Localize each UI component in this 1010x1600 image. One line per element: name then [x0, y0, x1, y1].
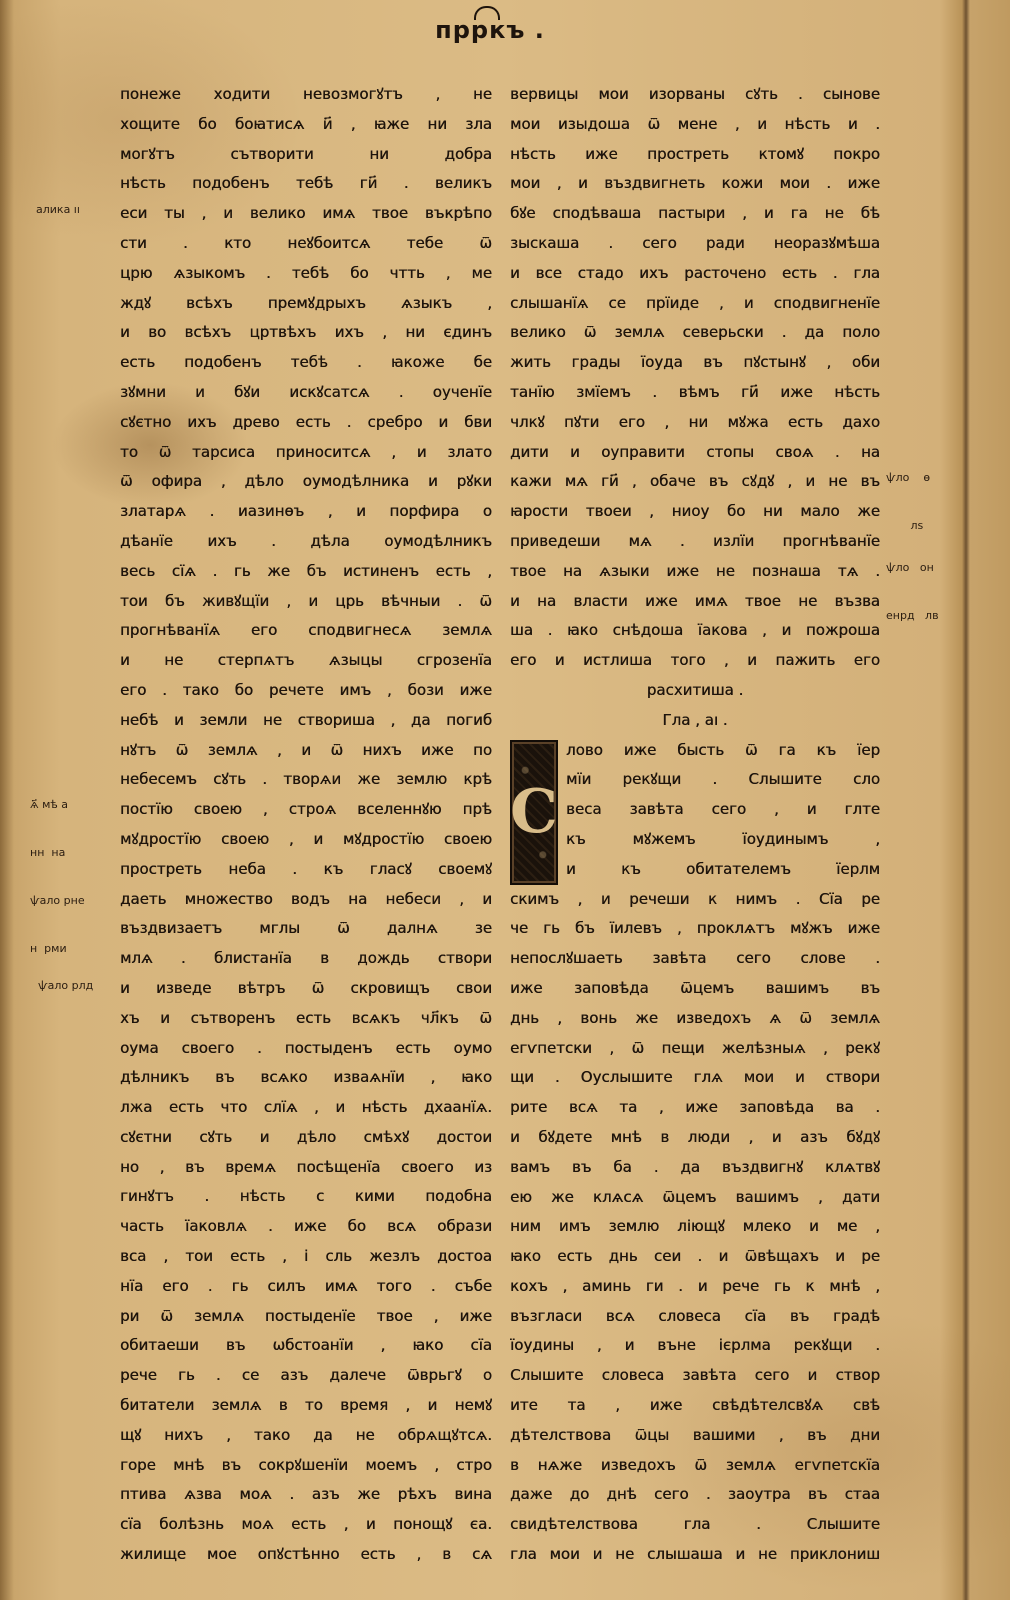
- right-column-text-bottom: [510, 885, 880, 1570]
- text-line: златарѧ . иазинѳъ , и порфира о: [120, 502, 492, 521]
- text-line: свидѣтелствова гла . Слышите: [510, 1515, 880, 1534]
- text-line: рече гь . се азъ далече ѿврьгꙋ о: [120, 1366, 492, 1385]
- margin-note-line: ѱало рлд: [38, 979, 94, 992]
- margin-note-line: енрд лв: [886, 609, 939, 622]
- text-line: нꙋтъ ѿ землѧ , и ѿ нихъ иже по: [120, 740, 492, 759]
- text-line: обитаеши въ ѡбстоанїи , ꙗко сїа: [120, 1336, 492, 1355]
- text-line: и все стадо ихъ расточено есть . гла: [510, 263, 880, 282]
- text-line: и на власти иже имѧ твое не възва: [510, 591, 880, 610]
- right-column-text-top: [510, 80, 880, 676]
- text-line: мои , и въздвигнеть кожи мои . иже: [510, 174, 880, 193]
- text-line: ѿ офира , дѣло оумодѣлника и рꙋки: [120, 472, 492, 491]
- margin-note-line: ѱло он: [886, 561, 934, 574]
- text-line: танїю змїемъ . вѣмъ ги҃ иже нѣсть: [510, 382, 880, 401]
- margin-note-line: алика ıı: [36, 203, 80, 216]
- text-line: простреть неба . къ гласꙋ своемꙋ: [120, 859, 492, 878]
- text-line: нѣсть иже простреть ктомꙋ покро: [510, 144, 880, 163]
- text-line: и во всѣхъ цртвѣхъ ихъ , ни єдинъ: [120, 323, 492, 342]
- text-line: понеже ходити невозмогꙋтъ , не: [120, 85, 492, 103]
- text-line: приведеши мѧ . излїи прогнѣванїе: [510, 531, 880, 550]
- text-line: сти . кто неꙋбоитсѧ тебе ѿ: [120, 233, 492, 252]
- margin-note-line: нн на: [30, 846, 66, 859]
- text-line: непослꙋшаеть завѣта сего слове .: [510, 949, 880, 968]
- text-line: и бꙋдете мнѣ в люди , и азъ бꙋдꙋ: [510, 1127, 880, 1146]
- text-line: ша . ꙗко снѣдоша їакова , и пожроша: [510, 621, 880, 640]
- text-line: даже до днѣ сего . заоутра въ стаа: [510, 1485, 880, 1504]
- text-line: мꙋдростїю своею , и мꙋдростїю своею: [120, 829, 492, 848]
- text-line: могꙋтъ сътворити ни добра: [120, 144, 492, 163]
- text-line: сꙋєтни сꙋть и дѣло смѣхꙋ достои: [120, 1127, 492, 1146]
- text-line: хъ и сътворенъ есть всѧкъ чл҃къ ѿ: [120, 1008, 492, 1027]
- margin-note-left: [38, 946, 93, 1026]
- text-line: нѣсть подобенъ тебѣ ги҃ . великъ: [120, 174, 492, 193]
- text-line: есть подобенъ тебѣ . ꙗкоже бе: [120, 353, 492, 372]
- text-line: въздвизаетъ мглы ѿ далнѧ зе: [120, 919, 492, 938]
- text-line: їоудины , и въне ієрлма рекꙋщи .: [510, 1336, 880, 1355]
- text-line: его . тако бо речете имъ , бози иже: [120, 680, 492, 699]
- text-line: иже заповѣда ѿцемъ вашимъ въ: [510, 978, 880, 997]
- drop-cap-lines: [566, 736, 880, 885]
- text-line: постїю своею , строѧ вселеннꙋю прѣ: [120, 800, 492, 819]
- text-line: че гь бъ їилевъ , проклѧтъ мꙋжъ иже: [510, 919, 880, 938]
- text-line: ꙗрости твоеи , ниоу бо ни мало же: [510, 502, 880, 521]
- text-line: възгласи всѧ словеса сїа въ градѣ: [510, 1306, 880, 1325]
- text-line: скимъ , и речеши к нимъ . Сїа ре: [510, 889, 880, 908]
- text-line: днь , вонь же изведохъ ѧ ѿ землѧ: [510, 1008, 880, 1027]
- text-line: жить грады їоуда въ пꙋстынꙋ , оби: [510, 353, 880, 372]
- text-line: жилище мое опꙋстѣнно есть , в сѧ: [120, 1545, 492, 1564]
- text-line: его и истлиша того , и пажить его: [510, 651, 880, 670]
- text-line: и изведе вѣтръ ѿ скровищъ свои: [120, 978, 492, 997]
- text-line: дѣтелствова ѿцы вашими , въ дни: [510, 1425, 880, 1444]
- text-line: ри ѿ землѧ постыденїе твое , иже: [120, 1306, 492, 1325]
- text-line: в нѧже изведохъ ѿ землѧ егѵпетскїа: [510, 1455, 880, 1474]
- margin-note-left: [36, 170, 80, 250]
- text-line: бꙋе сподѣваша пастыри , и га не бѣ: [510, 204, 880, 223]
- text-line: ею же клѧсѧ ѿцемъ вашимъ , дати: [510, 1187, 880, 1206]
- text-line: дити и оуправити стопы своѧ . на: [510, 442, 880, 461]
- text-line: весь сїѧ . гь же бъ истиненъ есть ,: [120, 561, 492, 580]
- text-line: егѵпетски , ѿ пещи желѣзныѧ , рекꙋ: [510, 1038, 880, 1057]
- text-line: птива ѧзва моѧ . азъ же рѣхъ вина: [120, 1485, 492, 1504]
- margin-note-line: лѕ: [886, 519, 924, 532]
- text-line: вамъ въ ба . да въздвигнꙋ клѧтвꙋ: [510, 1157, 880, 1176]
- text-line: лжа есть что слїѧ , и нѣсть дхаанїѧ.: [120, 1098, 492, 1117]
- left-column-text: [120, 80, 492, 1570]
- closing-line: расхитиша .: [646, 680, 744, 699]
- text-line: рите всѧ та , иже заповѣда ва .: [510, 1098, 880, 1117]
- text-line: кажи мѧ ги҃ , обаче въ сꙋдꙋ , и не въ: [510, 472, 880, 491]
- margin-note-right: [886, 528, 939, 656]
- text-line: члкꙋ пꙋти его , ни мꙋжа есть дахо: [510, 412, 880, 431]
- text-line: тои бъ живꙋщїи , и црь вѣчныи . ѿ: [120, 591, 492, 610]
- text-line: сꙋєтно ихъ древо есть . сребро и бви: [120, 412, 492, 431]
- text-line: црю ѧзыкомъ . тебѣ бо чтть , ме: [120, 263, 492, 282]
- text-line: зыскаша . сего ради неоразꙋмѣша: [510, 233, 880, 252]
- text-line: оума своего . постыденъ есть оумо: [120, 1038, 492, 1057]
- text-line: ним имъ землю ліющꙋ млеко и ме ,: [510, 1217, 880, 1236]
- text-line: гинꙋтъ . нѣсть с кими подобна: [120, 1187, 492, 1206]
- text-line: ите та , иже свѣдѣтелсвꙋѧ свѣ: [510, 1396, 880, 1415]
- text-line: велико ѿ землѧ северьски . да поло: [510, 323, 880, 342]
- text-line: вервицы мои изорваны сꙋть . сынове: [510, 85, 880, 103]
- text-line: но , въ времѧ посѣщенїа своего из: [120, 1157, 492, 1176]
- text-line: небѣ и земли не створиша , да погиб: [120, 710, 492, 729]
- text-line: то ѿ тарсиса приноситсѧ , и злато: [120, 442, 492, 461]
- text-line: прогнѣванїѧ его сподвигнесѧ землѧ: [120, 621, 492, 640]
- running-head: прркъ .: [435, 16, 545, 44]
- text-line: мїи рекꙋщи . Слышите сло: [566, 770, 880, 789]
- text-line: даеть множество водъ на небеси , и: [120, 889, 492, 908]
- text-line: ждꙋ всѣхъ премꙋдрыхъ ѧзыкъ ,: [120, 293, 492, 312]
- text-line: лово иже бысть ѿ га къ їер: [566, 740, 880, 759]
- text-line: слышанїѧ се прїиде , и сподвигненїе: [510, 293, 880, 312]
- text-line: млѧ . блистанїа в дождь створи: [120, 949, 492, 968]
- left-column: [120, 80, 492, 1570]
- text-line: часть їаковлѧ . иже бо всѧ образи: [120, 1217, 492, 1236]
- right-column: [510, 80, 880, 1570]
- text-line: ꙗко есть днь сеи . и ѿвѣщахъ и ре: [510, 1247, 880, 1266]
- text-line: дѣлникъ въ всѧко изваѧнїи , ꙗко: [120, 1068, 492, 1087]
- text-line: щи . Оуслышите глѧ мои и створи: [510, 1068, 880, 1087]
- margin-note-line: ѱало рне: [30, 894, 85, 907]
- text-line: сїа болѣзнь моѧ есть , и понощꙋ єа.: [120, 1515, 492, 1534]
- drop-cap-initial: С: [510, 740, 558, 885]
- drop-cap-paragraph: [510, 736, 880, 885]
- margin-note-line: н рми: [30, 942, 67, 955]
- margin-note-line: ѧ҃ мѣ а: [30, 798, 69, 811]
- chapter-heading: Гла , аı .: [662, 710, 728, 729]
- text-line: хощите бо боꙗтисѧ и҃ , ꙗже ни зла: [120, 114, 492, 133]
- text-line: мои изыдоша ѿ мене , и нѣсть и .: [510, 114, 880, 133]
- text-line: вса , тои есть , і сль жезлъ достоа: [120, 1247, 492, 1266]
- text-line: небесемъ сꙋть . творѧи же землю крѣ: [120, 770, 492, 789]
- text-line: твое на ѧзыки иже не познаша тѧ .: [510, 561, 880, 580]
- text-line: къ мꙋжемъ їоудинымъ ,: [566, 829, 880, 848]
- text-line: щꙋ нихъ , тако да не обрѧщꙋтсѧ.: [120, 1425, 492, 1444]
- text-line: кохъ , аминь ги . и рече гь к мнѣ ,: [510, 1276, 880, 1295]
- text-line: Слышите словеса завѣта сего и створ: [510, 1366, 880, 1385]
- text-line: зꙋмни и бꙋи искꙋсатсѧ . оученїе: [120, 382, 492, 401]
- text-line: еси ты , и велико имѧ твое въкрѣпо: [120, 204, 492, 223]
- text-line: дѣанїе ихъ . дѣла оумодѣлникъ: [120, 531, 492, 550]
- text-line: и не стерпѧтъ ѧзыцы сгрозенїа: [120, 651, 492, 670]
- text-line: битатели землѧ в то время , и немꙋ: [120, 1396, 492, 1415]
- text-line: горе мнѣ въ сокрꙋшенїи моемъ , стро: [120, 1455, 492, 1474]
- text-line: нїа его . гь силъ имѧ того . събе: [120, 1276, 492, 1295]
- text-line: гла мои и не слышаша и не приклониш: [510, 1545, 880, 1564]
- text-line: веса завѣта сего , и глте: [566, 800, 880, 819]
- text-line: и къ обитателемъ їерлм: [566, 859, 880, 878]
- margin-note-line: ѱло ѳ: [886, 471, 931, 484]
